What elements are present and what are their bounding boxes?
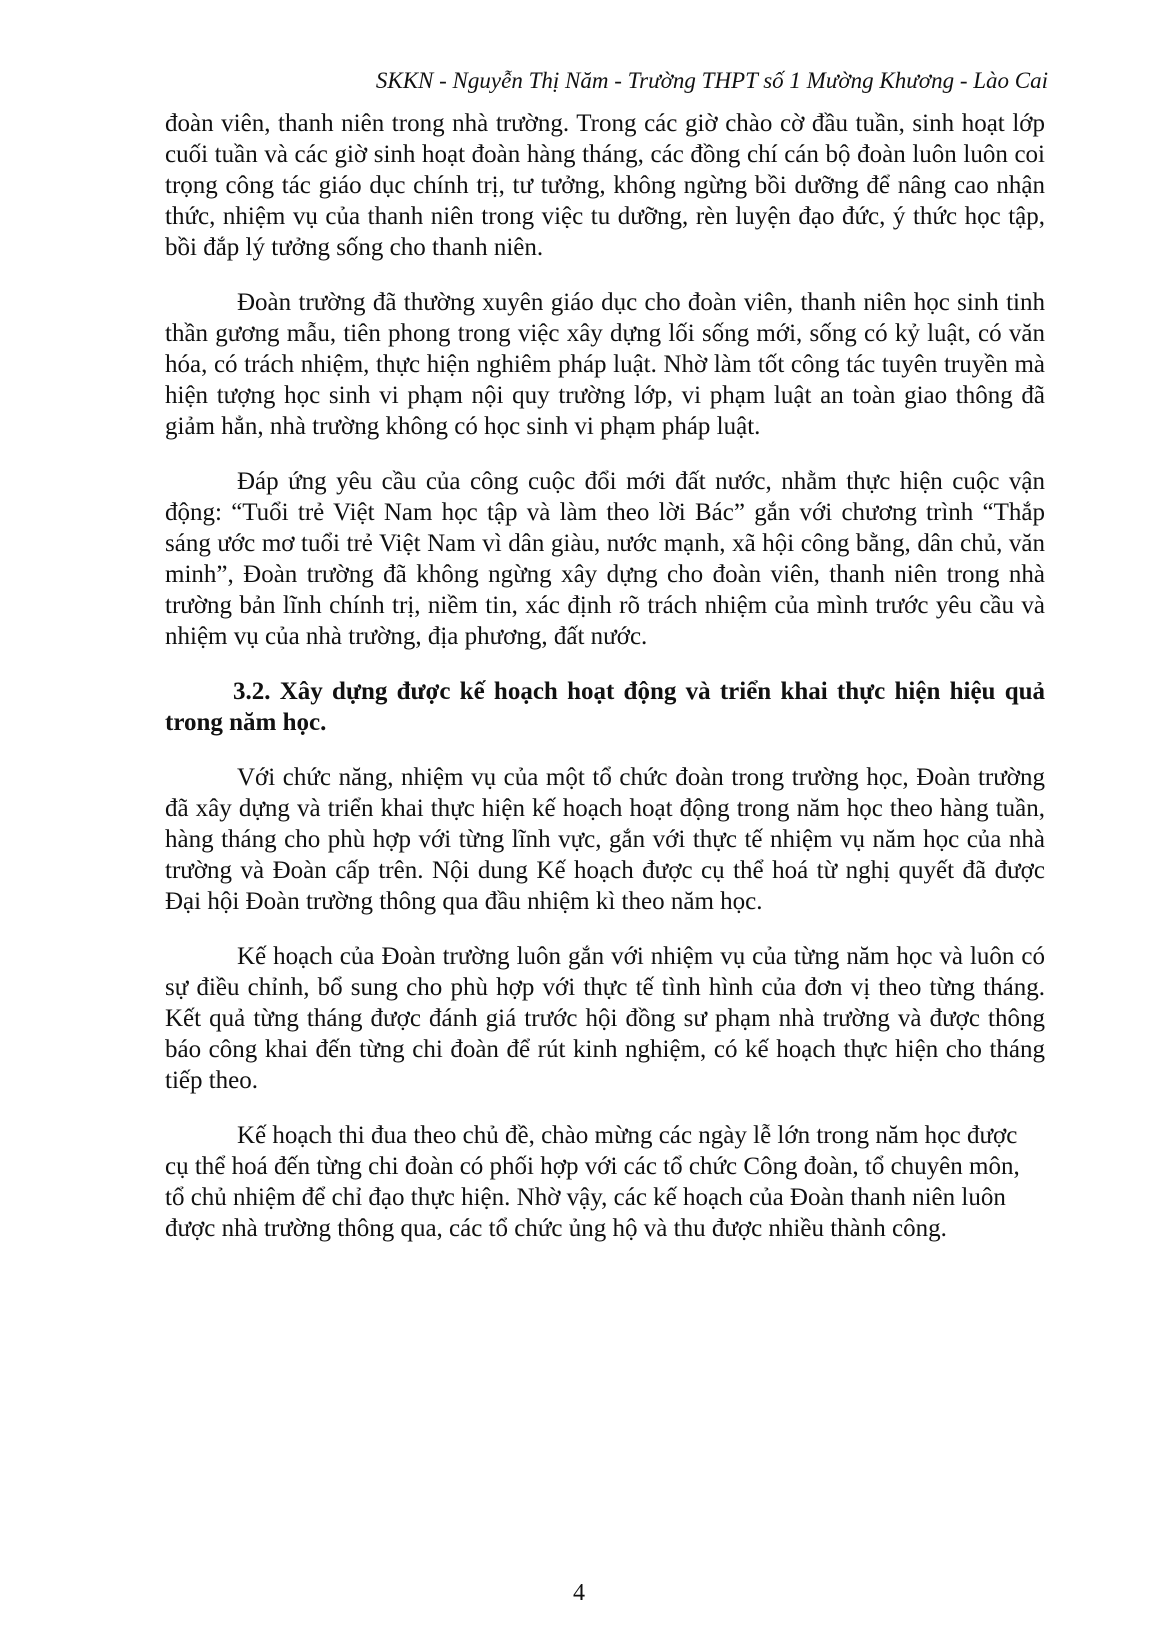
paragraph-4: Với chức năng, nhiệm vụ của một tổ chức đoàn trong trường học, Đoàn trường đã xây dựng và triển khai thực hiện kế hoạch hoạt động trong năm học theo hàng tuần, hàng tháng cho phù hợp với từng lĩnh vực, gắn với thực tế nhiệm vụ năm học của nhà trường và Đoàn cấp trên. Nội dung Kế hoạch được cụ thể hoá từ nghị quyết đã được Đại hội Đoàn trường thông qua đầu nhiệm kì theo năm học. [165, 764, 1045, 915]
paragraph-1: đoàn viên, thanh niên trong nhà trường. Trong các giờ chào cờ đầu tuần, sinh hoạt lớp cuối tuần và các giờ sinh hoạt đoàn hàng tháng, các đồng chí cán bộ đoàn luôn luôn coi trọng công tác giáo dục chính trị, tư tưởng, không ngừng bồi dưỡng để nâng cao nhận thức, nhiệm vụ của thanh niên trong việc tu dưỡng, rèn luyện đạo đức, ý thức học tập, bồi đắp lý tưởng sống cho thanh niên. [165, 110, 1045, 261]
paragraph-6: Kế hoạch thi đua theo chủ đề, chào mừng các ngày lễ lớn trong năm học được cụ thể hoá đến từng chi đoàn có phối hợp với các tổ chức Công đoàn, tổ chuyên môn, tổ chủ nhiệm để chỉ đạo thực hiện. Nhờ vậy, các kế hoạch của Đoàn thanh niên luôn được nhà trường thông qua, các tổ chức ủng hộ và thu được nhiều thành công. [165, 1122, 1020, 1242]
paragraph-2: Đoàn trường đã thường xuyên giáo dục cho đoàn viên, thanh niên học sinh tinh thần gương mẫu, tiên phong trong việc xây dựng lối sống mới, sống có kỷ luật, có văn hóa, có trách nhiệm, thực hiện nghiêm pháp luật. Nhờ làm tốt công tác tuyên truyền mà hiện tượng học sinh vi phạm nội quy trường lớp, vi phạm luật an toàn giao thông đã giảm hẳn, nhà trường không có học sinh vi phạm pháp luật. [165, 289, 1045, 440]
running-header: SKKN - Nguyễn Thị Năm - Trường THPT số 1 Mường Khương - Lào Cai [375, 68, 1048, 93]
document-body [165, 108, 1045, 1268]
paragraph-5: Kế hoạch của Đoàn trường luôn gắn với nhiệm vụ của từng năm học và luôn có sự điều chỉnh, bổ sung cho phù hợp với thực tế tình hình của đơn vị theo từng tháng. Kết quả từng tháng được đánh giá trước hội đồng sư phạm nhà trường và được thông báo công khai đến từng chi đoàn để rút kinh nghiệm, có kế hoạch thực hiện cho tháng tiếp theo. [165, 943, 1045, 1094]
page-number: 4 [573, 1580, 585, 1606]
section-heading: 3.2. Xây dựng được kế hoạch hoạt động và triển khai thực hiện hiệu quả trong năm học. [165, 678, 1045, 736]
paragraph-3: Đáp ứng yêu cầu của công cuộc đổi mới đất nước, nhằm thực hiện cuộc vận động: “Tuổi trẻ Việt Nam học tập và làm theo lời Bác” gắn với chương trình “Thắp sáng ước mơ tuổi trẻ Việt Nam vì dân giàu, nước mạnh, xã hội công bằng, dân chủ, văn minh”, Đoàn trường đã không ngừng xây dựng cho đoàn viên, thanh niên trong nhà trường bản lĩnh chính trị, niềm tin, xác định rõ trách nhiệm của mình trước yêu cầu và nhiệm vụ của nhà trường, địa phương, đất nước. [165, 468, 1045, 650]
